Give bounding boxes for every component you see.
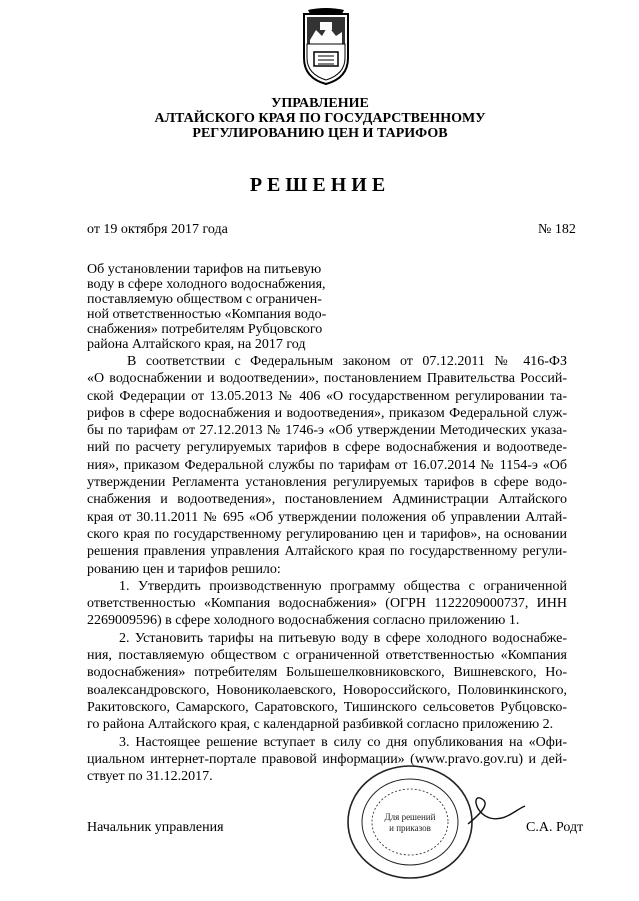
signatory-name: С.А. Родт: [526, 820, 584, 835]
subject-line: района Алтайского края, на 2017 год: [87, 337, 306, 352]
preamble-line: ния», приказом Федеральной службы по тарифам от 16.07.2014 № 1154-э «Об: [87, 457, 567, 473]
subject-line: ной ответственностью «Компания водо-: [87, 307, 327, 322]
item2-line: воалександровского, Новониколаевского, Новороссийского, Половинкинского,: [87, 682, 567, 698]
stamp-text: и приказов: [389, 823, 431, 833]
subject-line: Об установлении тарифов на питьевую: [87, 262, 322, 277]
preamble-line: края от 30.11.2011 № 695 «Об утверждении положения об управлении Алтай-: [87, 509, 567, 525]
item3-line: циальном интернет-портале правовой информации» (www.pravo.gov.ru) и дей-: [87, 751, 567, 767]
preamble-line: снабжения и водоотведения», постановлением Администрации Алтайского: [87, 492, 567, 508]
item2-line: го района Алтайского края, с календарной разбивкой согласно приложению 2.: [87, 717, 554, 733]
document-subject: [87, 262, 347, 352]
document-body: [87, 353, 567, 785]
document-date: от 19 октября 2017 года: [87, 222, 228, 237]
stamp-text: Для решений: [384, 812, 436, 822]
document-number: № 182: [538, 222, 576, 237]
preamble-line: ской Федерации от 13.05.2013 № 406 «О государственном регулировании та-: [87, 388, 567, 404]
subject-line: поставляемую обществом с ограничен-: [87, 292, 322, 307]
subject-line: воду в сфере холодного водоснабжения,: [87, 277, 326, 292]
subject-line: снабжения» потребителям Рубцовского: [87, 322, 323, 337]
preamble-line: «О водоснабжении и водоотведении», постановлением Правительства Россий-: [87, 371, 567, 387]
item2-line: ния, поставляемую обществом с ограниченной ответственностью «Компания: [87, 648, 567, 664]
org-name-line2: АЛТАЙСКОГО КРАЯ ПО ГОСУДАРСТВЕННОМУ: [154, 111, 486, 126]
preamble-line: рованию цен и тарифов решило:: [87, 561, 281, 577]
preamble-line: рифов в сфере водоснабжения и водоотведения», приказом Федеральной служ-: [87, 405, 567, 421]
item1-line: 1. Утвердить производственную программу общества с ограниченной: [119, 578, 567, 594]
preamble-line: ний по расчету регулируемых тарифов в сфере водоснабжения и водоотведе-: [87, 440, 567, 456]
preamble-line: ского края по государственному регулированию цен и тарифов», на основании: [87, 526, 567, 542]
item3-line: 3. Настоящее решение вступает в силу со дня опубликования на «Офи-: [119, 734, 567, 750]
signatory-position: Начальник управления: [87, 820, 224, 835]
document-title: РЕШЕНИЕ: [249, 174, 391, 196]
preamble-line: В соответствии с Федеральным законом от 07.12.2011 № 416-ФЗ: [127, 354, 567, 369]
preamble-line: утверждении Регламента установления регулируемых тарифов в сфере водо-: [87, 475, 567, 491]
signature-scribble: [468, 798, 525, 824]
preamble-line: решения правления управления Алтайского края по государственному регули-: [87, 544, 567, 560]
org-name-line1: УПРАВЛЕНИЕ: [271, 96, 369, 111]
preamble-line: бы по тарифам от 27.12.2013 № 1746-э «Об утверждении Методических указа-: [87, 423, 567, 439]
item1-line: ответственностью «Компания водоснабжения» (ОГРН 1122209000737, ИНН: [87, 596, 567, 612]
coat-of-arms-icon: [298, 8, 354, 86]
official-stamp: [340, 762, 540, 882]
org-name-line3: РЕГУЛИРОВАНИЮ ЦЕН И ТАРИФОВ: [192, 126, 448, 141]
item3-line: ствует по 31.12.2017.: [87, 769, 213, 785]
item2-line: 2. Установить тарифы на питьевую воду в сфере холодного водоснабже-: [119, 630, 567, 646]
item2-line: водоснабжения» потребителям Большешелковниковского, Вишневского, Но-: [87, 665, 567, 681]
item1-line: 2269009596) в сфере холодного водоснабжения согласно приложению 1.: [87, 613, 520, 629]
item2-line: Ракитовского, Самарского, Саратовского, Тишинского сельсоветов Рубцовско-: [87, 699, 567, 715]
